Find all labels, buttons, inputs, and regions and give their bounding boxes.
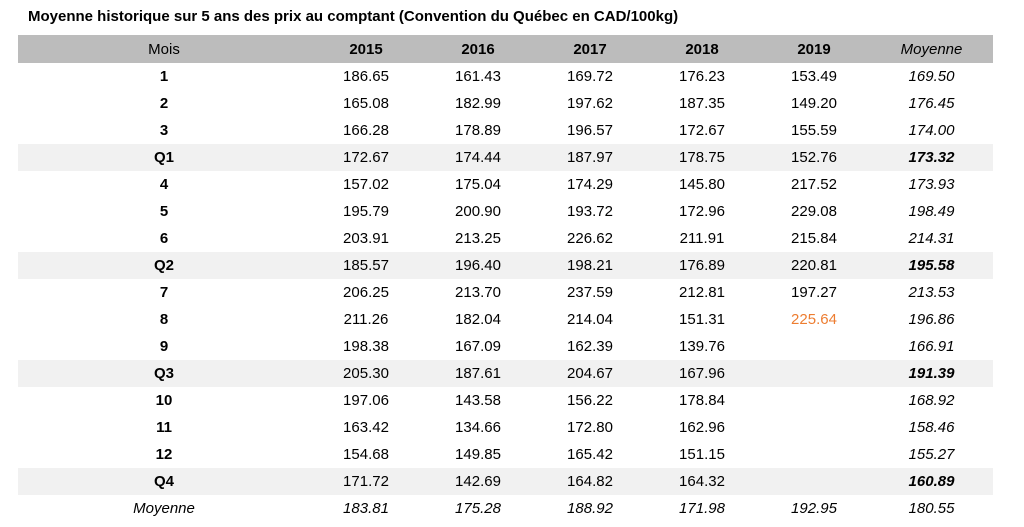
- cell-2018: 167.96: [679, 365, 725, 382]
- cell-2015: 211.26: [343, 311, 389, 328]
- table-row-q4: [18, 468, 993, 495]
- price-table: [18, 35, 993, 522]
- table-body: [18, 63, 993, 522]
- cell-2015: 163.42: [343, 419, 389, 436]
- cell-2017: 172.80: [567, 419, 613, 436]
- cell-2015: 206.25: [343, 284, 389, 301]
- cell-2015: 203.91: [343, 230, 389, 247]
- cell-2018: 162.96: [679, 419, 725, 436]
- cell-2017: 237.59: [567, 284, 613, 301]
- row-label: Q3: [153, 365, 174, 382]
- table-row-10: [18, 387, 993, 414]
- cell-2018: 178.84: [679, 392, 725, 409]
- row-label: 1: [159, 68, 169, 85]
- column-header-moyenne: Moyenne: [870, 35, 993, 63]
- cell-2019: [758, 468, 870, 495]
- row-label: Q2: [153, 257, 174, 274]
- row-label: 9: [159, 338, 169, 355]
- cell-2017: 198.21: [567, 257, 613, 274]
- cell-moyenne: 168.92: [908, 392, 955, 409]
- cell-2015: 171.72: [343, 473, 389, 490]
- cell-moyenne: 169.50: [908, 68, 955, 85]
- cell-2019: [758, 441, 870, 468]
- cell-2019: 192.95: [791, 500, 837, 517]
- cell-2015: 198.38: [343, 338, 389, 355]
- cell-moyenne: 155.27: [908, 446, 955, 463]
- cell-2015: 185.57: [343, 257, 389, 274]
- cell-moyenne: 173.32: [908, 149, 955, 166]
- table-row-1: [18, 63, 993, 90]
- cell-2016: 213.25: [455, 230, 501, 247]
- cell-2018: 172.96: [679, 203, 725, 220]
- table-row-5: [18, 198, 993, 225]
- table-row-q3: [18, 360, 993, 387]
- cell-2017: 169.72: [567, 68, 613, 85]
- cell-2017: 162.39: [567, 338, 613, 355]
- cell-moyenne: 166.91: [908, 338, 955, 355]
- cell-2016: 149.85: [455, 446, 501, 463]
- row-label: 11: [156, 419, 172, 436]
- table-row-12: [18, 441, 993, 468]
- cell-2016: 175.04: [455, 176, 501, 193]
- cell-2015: 172.67: [343, 149, 389, 166]
- table-row-11: [18, 414, 993, 441]
- cell-2018: 164.32: [679, 473, 725, 490]
- row-label: 2: [159, 95, 169, 112]
- cell-2016: 200.90: [455, 203, 501, 220]
- cell-2017: 164.82: [567, 473, 613, 490]
- cell-2017: 174.29: [567, 176, 613, 193]
- cell-2016: 142.69: [455, 473, 501, 490]
- cell-2019: 217.52: [791, 176, 837, 193]
- cell-moyenne: 191.39: [908, 365, 955, 382]
- table-row-q1: [18, 144, 993, 171]
- cell-2017: 196.57: [567, 122, 613, 139]
- cell-2019: 149.20: [791, 95, 837, 112]
- row-label: Moyenne: [133, 500, 195, 517]
- column-header-2018: 2018: [646, 35, 758, 63]
- row-label: 6: [159, 230, 169, 247]
- table-row-3: [18, 117, 993, 144]
- cell-2019: [758, 360, 870, 387]
- cell-2019: 152.76: [791, 149, 837, 166]
- table-row-moyenne: [18, 495, 993, 522]
- cell-2015: 166.28: [343, 122, 389, 139]
- cell-2015: 154.68: [343, 446, 389, 463]
- cell-2017: 188.92: [567, 500, 613, 517]
- table-row-8: [18, 306, 993, 333]
- cell-2015: 183.81: [343, 500, 389, 517]
- cell-2015: 205.30: [343, 365, 389, 382]
- column-header-2015: 2015: [310, 35, 422, 63]
- cell-2018: 187.35: [679, 95, 725, 112]
- row-label: 4: [159, 176, 169, 193]
- row-label: 10: [155, 392, 173, 409]
- cell-moyenne: 176.45: [908, 95, 955, 112]
- column-header-2019: 2019: [758, 35, 870, 63]
- cell-2019: 229.08: [791, 203, 837, 220]
- cell-2016: 134.66: [455, 419, 501, 436]
- row-label: 3: [159, 122, 169, 139]
- cell-2015: 195.79: [343, 203, 389, 220]
- cell-2016: 161.43: [455, 68, 501, 85]
- row-label: 7: [159, 284, 169, 301]
- cell-moyenne: 195.58: [908, 257, 955, 274]
- cell-2019: 225.64: [791, 311, 837, 328]
- cell-moyenne: 180.55: [908, 500, 955, 517]
- cell-2016: 213.70: [455, 284, 501, 301]
- cell-2015: 186.65: [343, 68, 389, 85]
- cell-2019: [758, 333, 870, 360]
- row-label: 5: [159, 203, 169, 220]
- cell-2018: 176.89: [679, 257, 725, 274]
- cell-2018: 171.98: [679, 500, 725, 517]
- cell-2018: 212.81: [679, 284, 725, 301]
- cell-moyenne: 160.89: [908, 473, 955, 490]
- table-row-6: [18, 225, 993, 252]
- row-label: 12: [155, 446, 173, 463]
- cell-2015: 157.02: [343, 176, 389, 193]
- cell-moyenne: 174.00: [908, 122, 955, 139]
- cell-2016: 182.04: [455, 311, 501, 328]
- cell-moyenne: 158.46: [908, 419, 955, 436]
- cell-2018: 172.67: [679, 122, 725, 139]
- cell-2017: 193.72: [567, 203, 613, 220]
- cell-2016: 143.58: [455, 392, 501, 409]
- cell-2019: 197.27: [791, 284, 837, 301]
- cell-moyenne: 213.53: [908, 284, 955, 301]
- cell-moyenne: 198.49: [908, 203, 955, 220]
- cell-2016: 187.61: [455, 365, 501, 382]
- cell-2017: 197.62: [567, 95, 613, 112]
- column-header-mois: Mois: [18, 35, 310, 63]
- column-header-2016: 2016: [422, 35, 534, 63]
- cell-2016: 175.28: [455, 500, 501, 517]
- cell-2015: 197.06: [343, 392, 389, 409]
- row-label: 8: [159, 311, 169, 328]
- cell-moyenne: 173.93: [908, 176, 955, 193]
- cell-2018: 178.75: [679, 149, 725, 166]
- cell-2018: 139.76: [679, 338, 725, 355]
- cell-2017: 165.42: [567, 446, 613, 463]
- cell-2019: [758, 387, 870, 414]
- table-row-4: [18, 171, 993, 198]
- cell-2017: 187.97: [567, 149, 613, 166]
- cell-2019: 215.84: [791, 230, 837, 247]
- cell-2018: 151.31: [679, 311, 725, 328]
- cell-2016: 182.99: [455, 95, 501, 112]
- table-row-9: [18, 333, 993, 360]
- table-header-row: [18, 35, 993, 63]
- cell-moyenne: 196.86: [908, 311, 955, 328]
- cell-2017: 214.04: [567, 311, 613, 328]
- cell-2018: 151.15: [679, 446, 725, 463]
- cell-2017: 156.22: [567, 392, 613, 409]
- cell-2015: 165.08: [343, 95, 389, 112]
- cell-2019: 220.81: [791, 257, 837, 274]
- cell-2018: 145.80: [679, 176, 725, 193]
- cell-2016: 196.40: [455, 257, 501, 274]
- cell-2016: 174.44: [455, 149, 501, 166]
- table-row-q2: [18, 252, 993, 279]
- row-label: Q1: [153, 149, 174, 166]
- cell-2017: 226.62: [567, 230, 613, 247]
- cell-2017: 204.67: [567, 365, 613, 382]
- table-row-2: [18, 90, 993, 117]
- row-label: Q4: [153, 473, 174, 490]
- page-title: Moyenne historique sur 5 ans des prix au comptant (Convention du Québec en CAD/100kg): [28, 8, 679, 25]
- cell-2016: 178.89: [455, 122, 501, 139]
- table-row-7: [18, 279, 993, 306]
- cell-2018: 176.23: [679, 68, 725, 85]
- cell-2016: 167.09: [455, 338, 501, 355]
- cell-2019: 153.49: [791, 68, 837, 85]
- column-header-2017: 2017: [534, 35, 646, 63]
- cell-moyenne: 214.31: [908, 230, 955, 247]
- cell-2019: 155.59: [791, 122, 837, 139]
- cell-2018: 211.91: [679, 230, 725, 247]
- cell-2019: [758, 414, 870, 441]
